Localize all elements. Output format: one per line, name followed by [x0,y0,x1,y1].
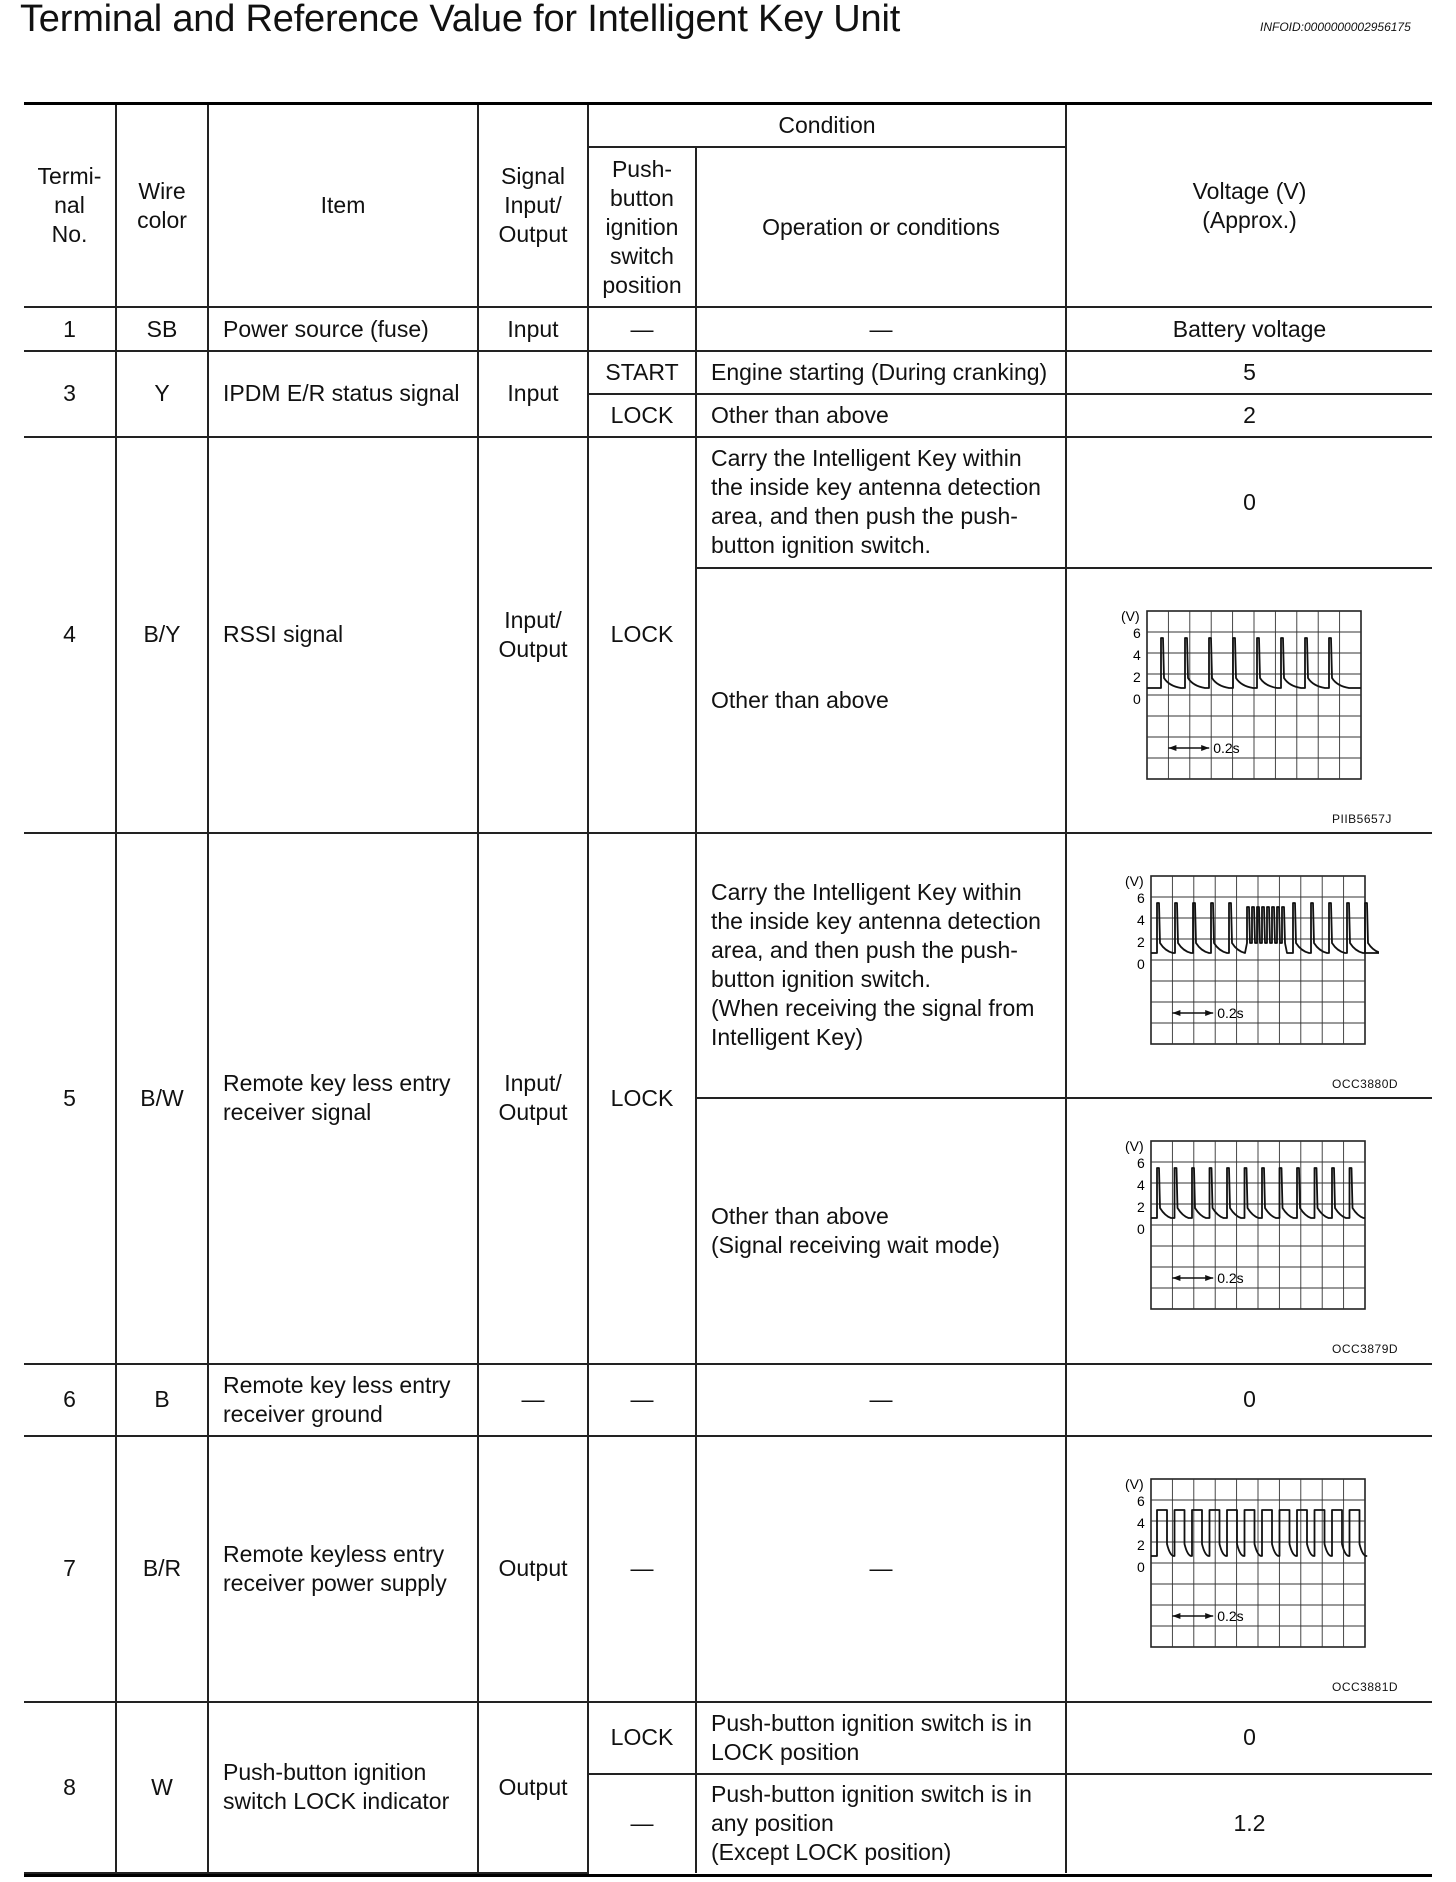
y-tick-label: 6 [1137,1492,1145,1509]
item: Push-button ignition switch LOCK indicator [208,1702,478,1873]
bottom-rule [24,1874,1432,1877]
operation: Other than above [696,568,1066,833]
operation: Other than above (Signal receiving wait mode) [696,1098,1066,1364]
signal-io: — [478,1364,588,1436]
time-div-label: 0.2s [1217,1607,1244,1624]
y-tick-label: 0 [1133,691,1141,708]
switch-position: START [588,351,696,394]
y-tick-label: 6 [1133,625,1141,642]
table-row [24,1364,1432,1436]
table-row [24,437,1432,568]
time-div-label: 0.2s [1217,1270,1244,1287]
terminal-no: 1 [24,307,116,350]
wire-color: SB [116,307,208,350]
info-id: INFOID:0000000002956175 [1260,20,1411,34]
y-tick-label: 2 [1137,1199,1145,1216]
header-item: Item [208,105,478,307]
time-div-label: 0.2s [1213,740,1240,757]
wire-color: W [116,1702,208,1873]
voltage: 0 [1066,1702,1432,1774]
figure-code: OCC3881D [1332,1679,1399,1694]
item: Remote key less entry receiver ground [208,1364,478,1436]
y-tick-label: 2 [1137,1536,1145,1553]
unit-label: (V) [1125,1138,1144,1155]
y-tick-label: 4 [1137,911,1145,928]
time-div-label: 0.2s [1217,1004,1244,1021]
header-row [24,105,1432,147]
wire-color: Y [116,351,208,437]
voltage: 1.2 [1066,1774,1432,1873]
voltage-waveform-cell [1066,1436,1432,1702]
header-switch-position: Push- button ignition switch position [588,147,696,307]
oscilloscope-svg [1119,870,1379,1048]
voltage: 5 [1066,351,1432,394]
waveform [1119,1135,1379,1313]
unit-label: (V) [1125,872,1144,889]
header-operation: Operation or conditions [696,147,1066,307]
voltage: 2 [1066,394,1432,437]
item: Power source (fuse) [208,307,478,350]
signal-io: Input/ Output [478,437,588,833]
operation: — [696,1364,1066,1436]
wire-color: B [116,1364,208,1436]
signal-io: Input/ Output [478,833,588,1364]
operation: Other than above [696,394,1066,437]
terminal-no: 6 [24,1364,116,1436]
figure-code: OCC3879D [1332,1342,1399,1357]
signal-io: Output [478,1702,588,1873]
y-tick-label: 2 [1137,933,1145,950]
oscilloscope-svg [1119,1135,1379,1313]
item: Remote keyless entry receiver power supply [208,1436,478,1702]
item: Remote key less entry receiver signal [208,833,478,1364]
switch-position: LOCK [588,394,696,437]
signal-io: Output [478,1436,588,1702]
y-tick-label: 0 [1137,1558,1145,1575]
unit-label: (V) [1125,1475,1144,1492]
switch-position: LOCK [588,437,696,833]
waveform [1119,870,1379,1048]
y-tick-label: 6 [1137,1155,1145,1172]
header-voltage: Voltage (V) (Approx.) [1066,105,1432,307]
wire-color: B/R [116,1436,208,1702]
page-title: Terminal and Reference Value for Intelligent Key Unit [20,0,901,40]
figure-code: OCC3880D [1332,1076,1399,1091]
operation: — [696,1436,1066,1702]
header-terminal-no: Termi- nal No. [24,105,116,307]
voltage: 0 [1066,1364,1432,1436]
terminal-no: 7 [24,1436,116,1702]
figure-code: PIIB5657J [1332,812,1392,827]
table-row [24,351,1432,394]
voltage: Battery voltage [1066,307,1432,350]
header-condition: Condition [588,105,1066,147]
voltage-waveform-cell [1066,833,1432,1099]
operation: Carry the Intelligent Key within the inside key antenna detection area, and then push the push-button ignition switch. [696,437,1066,568]
waveform [1119,1473,1379,1651]
item: IPDM E/R status signal [208,351,478,437]
table-row [24,1436,1432,1702]
header-wire-color: Wire color [116,105,208,307]
y-tick-label: 4 [1133,647,1141,664]
y-tick-label: 0 [1137,1221,1145,1238]
oscilloscope-svg [1119,1473,1379,1651]
y-tick-label: 4 [1137,1514,1145,1531]
voltage-waveform-cell [1066,1098,1432,1364]
y-tick-label: 6 [1137,889,1145,906]
operation: Push-button ignition switch is in any position (Except LOCK position) [696,1774,1066,1873]
voltage: 0 [1066,437,1432,568]
item: RSSI signal [208,437,478,833]
operation: Engine starting (During cranking) [696,351,1066,394]
signal-io: Input [478,351,588,437]
table-row [24,833,1432,1099]
wire-color: B/Y [116,437,208,833]
y-tick-label: 2 [1133,669,1141,686]
terminal-no: 3 [24,351,116,437]
header-signal-io: Signal Input/ Output [478,105,588,307]
table-row [24,1702,1432,1774]
switch-position: LOCK [588,1702,696,1774]
switch-position: — [588,1364,696,1436]
terminal-no: 4 [24,437,116,833]
switch-position: LOCK [588,833,696,1364]
operation: — [696,307,1066,350]
unit-label: (V) [1121,608,1140,625]
terminal-no: 8 [24,1702,116,1873]
voltage-waveform-cell [1066,568,1432,833]
signal-io: Input [478,307,588,350]
switch-position: — [588,1774,696,1873]
operation: Carry the Intelligent Key within the inside key antenna detection area, and then push the push-button ignition switch. (When receiving the signal from Intelligent Key) [696,833,1066,1099]
terminal-table [24,105,1432,1874]
oscilloscope-svg [1115,605,1375,783]
y-tick-label: 0 [1137,955,1145,972]
table-row [24,307,1432,350]
terminal-no: 5 [24,833,116,1364]
waveform [1115,605,1375,783]
switch-position: — [588,1436,696,1702]
y-tick-label: 4 [1137,1177,1145,1194]
wire-color: B/W [116,833,208,1364]
switch-position: — [588,307,696,350]
operation: Push-button ignition switch is in LOCK position [696,1702,1066,1774]
